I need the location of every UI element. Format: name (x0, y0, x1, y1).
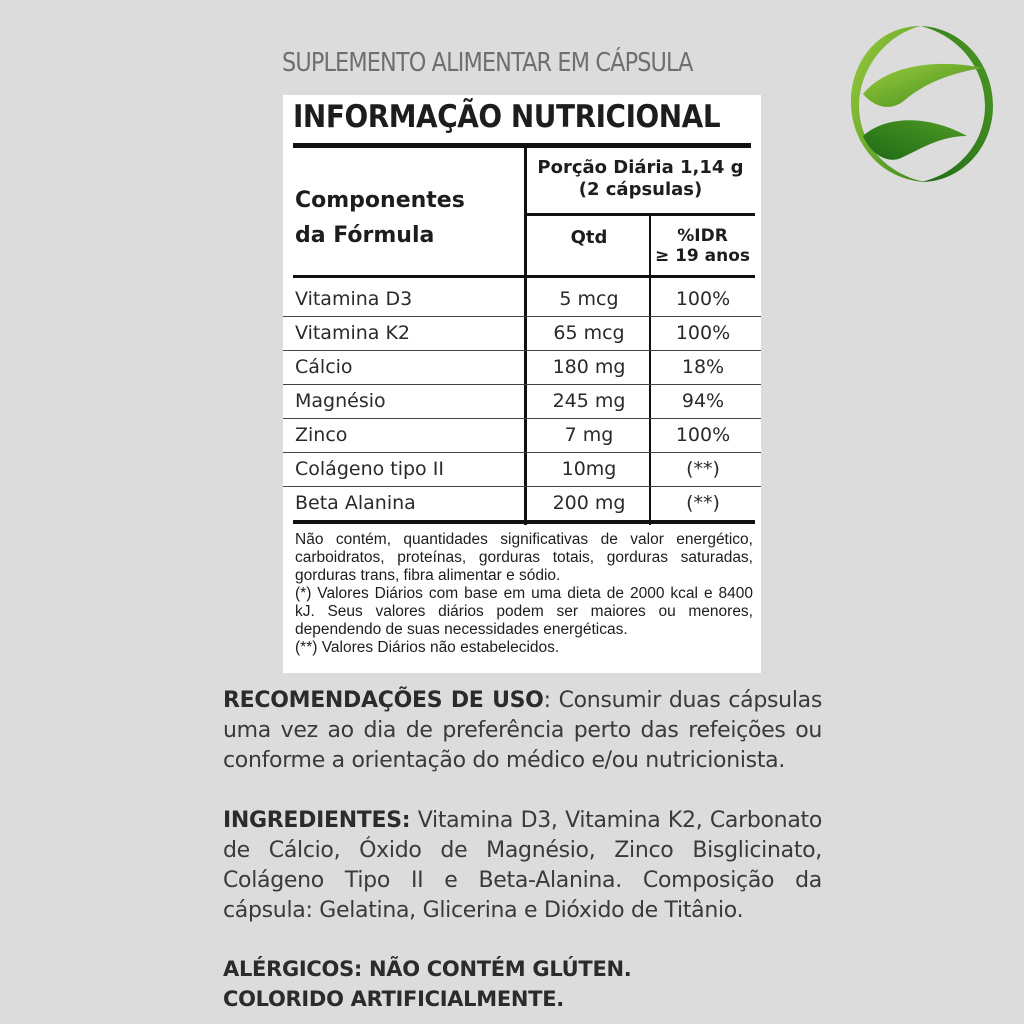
table-row: Vitamina D3 5 mcg 100% (295, 288, 731, 310)
divider (526, 213, 755, 216)
footnote-not-significant: Não contém, quantidades significativas de valor energético, carboidratos, proteínas, gorduras totais, gorduras saturadas, gorduras trans, fibra alimentar e sódio. (295, 531, 753, 584)
table-row: Magnésio 245 mg 94% (295, 390, 725, 412)
table-row: Zinco 7 mg 100% (295, 424, 731, 446)
divider (293, 143, 751, 148)
table-row: Beta Alanina 200 mg (**) (295, 492, 720, 514)
nutrition-title: INFORMAÇÃO NUTRICIONAL (293, 99, 721, 135)
footnote-daily-values: (*) Valores Diários com base em uma dieta de 2000 kcal e 8400 kJ. Seus valores diários podem ser maiores ou menores, dependendo de suas necessidades energéticas. (295, 585, 753, 638)
portion-header: Porção Diária 1,14 g (2 cápsulas) (537, 157, 744, 200)
table-row: Colágeno tipo II 10mg (**) (295, 458, 720, 480)
nutrition-panel (283, 95, 761, 673)
usage-recommendation (223, 686, 822, 776)
supplement-heading: SUPLEMENTO ALIMENTAR EM CÁPSULA (282, 48, 693, 78)
table-row: Cálcio 180 mg 18% (295, 356, 725, 378)
table-row: Vitamina K2 65 mcg 100% (295, 322, 731, 344)
qty-header: Qtd (570, 227, 608, 248)
divider (293, 520, 755, 524)
divider (293, 275, 755, 278)
leaf-logo-icon (845, 18, 997, 190)
ingredients-label: INGREDIENTES: (223, 808, 411, 833)
allergens-coloring: COLORIDO ARTIFICIALMENTE. (223, 987, 564, 1011)
ingredients-text: Vitamina D3, Vitamina K2, Carbonato de Cálcio, Óxido de Magnésio, Zinco Bisglicinato, Colágeno Tipo II e Beta-Alanina. Composição da cápsula: Gelatina, Glicerina e Dióxido de Titânio. (223, 808, 822, 923)
allergens-gluten: ALÉRGICOS: NÃO CONTÉM GLÚTEN. (223, 957, 632, 981)
idr-header: %IDR ≥ 19 anos (654, 226, 751, 266)
usage-text: : Consumir duas cápsulas uma vez ao dia de preferência perto das refeições ou conforme a orientação do médico e/ou nutricionista. (223, 688, 822, 773)
components-header: Componentes da Fórmula (295, 188, 465, 248)
footnotes (295, 531, 753, 657)
allergens-notice (223, 954, 823, 1014)
ingredients-paragraph (223, 806, 822, 926)
usage-label: RECOMENDAÇÕES DE USO (223, 688, 544, 713)
footnote-not-established: (**) Valores Diários não estabelecidos. (295, 639, 560, 656)
